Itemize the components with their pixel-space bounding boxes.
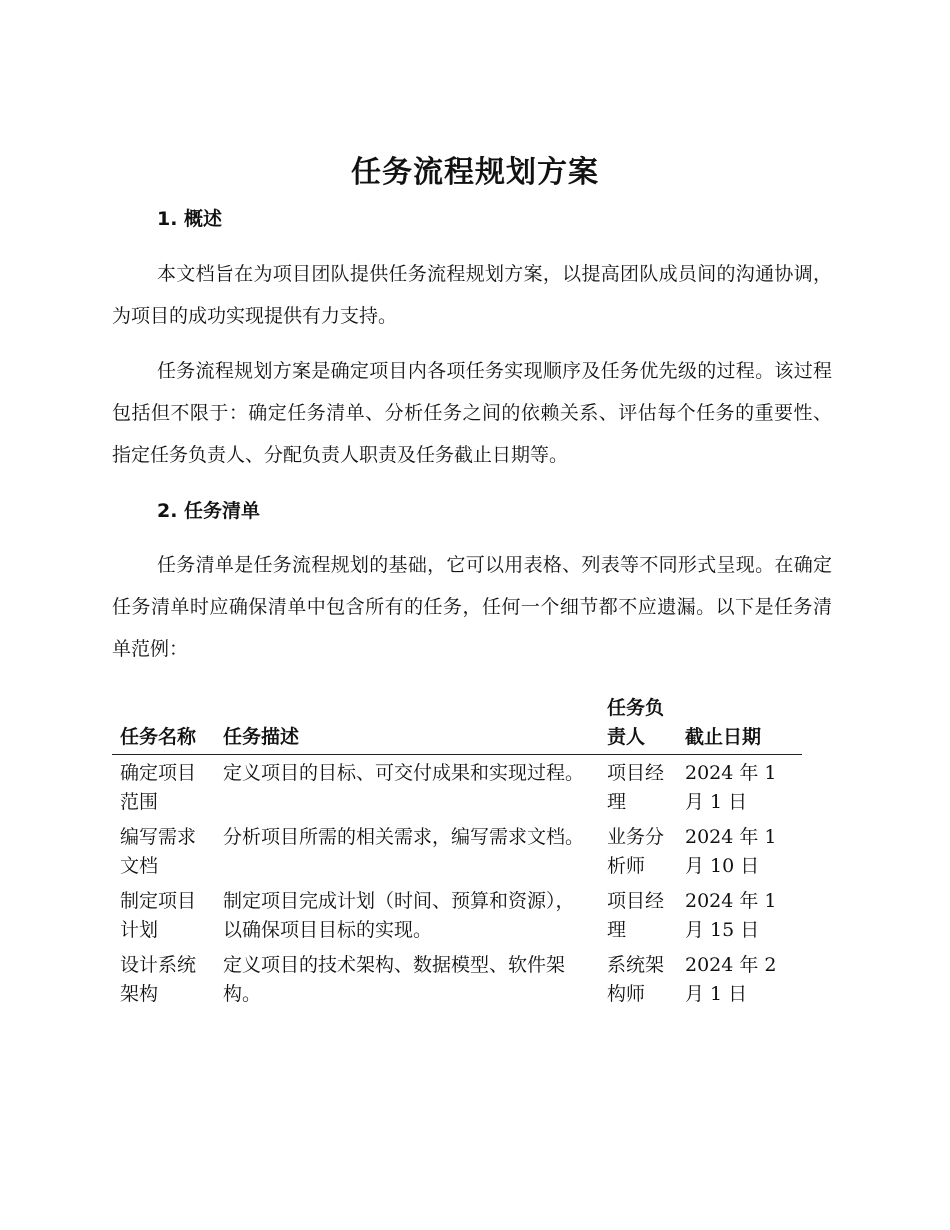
cell-task-name: 制定项目计划 xyxy=(120,890,197,941)
header-deadline: 截止日期 xyxy=(677,690,802,755)
section-heading-task-list: 2. 任务清单 xyxy=(157,500,261,522)
cell-deadline: 2024 年 1 月 15 日 xyxy=(685,890,777,941)
section-heading-overview: 1. 概述 xyxy=(157,208,223,230)
cell-deadline: 2024 年 1 月 1 日 xyxy=(685,762,777,813)
cell-task-name: 编写需求文档 xyxy=(120,826,197,877)
table-row xyxy=(112,755,802,820)
document-title: 任务流程规划方案 xyxy=(351,155,599,190)
header-task-name: 任务名称 xyxy=(112,690,215,755)
table-header-row xyxy=(112,690,802,755)
paragraph-task-list-1: 任务清单是任务流程规划的基础，它可以用表格、列表等不同形式呈现。在确定任务清单时应确保清单中包含所有的任务，任何一个细节都不应遗漏。以下是任务清单范例： xyxy=(112,554,832,660)
cell-task-name: 设计系统架构 xyxy=(120,954,197,1005)
cell-task-description: 定义项目的技术架构、数据模型、软件架构。 xyxy=(223,954,566,1005)
paragraph-overview-1: 本文档旨在为项目团队提供任务流程规划方案，以提高团队成员间的沟通协调，为项目的成功实现提供有力支持。 xyxy=(112,263,832,327)
cell-deadline: 2024 年 2 月 1 日 xyxy=(685,954,777,1005)
cell-task-owner: 项目经理 xyxy=(607,890,665,941)
table-row xyxy=(112,947,802,1011)
cell-task-description: 定义项目的目标、可交付成果和实现过程。 xyxy=(223,762,585,784)
cell-task-description: 分析项目所需的相关需求，编写需求文档。 xyxy=(223,826,585,848)
cell-task-owner: 业务分析师 xyxy=(607,826,665,877)
cell-task-owner: 项目经理 xyxy=(607,762,665,813)
cell-task-description: 制定项目完成计划（时间、预算和资源），以确保项目目标的实现。 xyxy=(223,890,575,941)
cell-task-owner: 系统架构师 xyxy=(607,954,665,1005)
header-task-description: 任务描述 xyxy=(215,690,599,755)
table-row xyxy=(112,819,802,883)
task-list-table xyxy=(112,690,802,1011)
cell-task-name: 确定项目范围 xyxy=(120,762,197,813)
cell-deadline: 2024 年 1 月 10 日 xyxy=(685,826,777,877)
header-task-owner: 任务负责人 xyxy=(599,690,677,755)
table-row xyxy=(112,883,802,947)
paragraph-overview-2: 任务流程规划方案是确定项目内各项任务实现顺序及任务优先级的过程。该过程包括但不限于：确定任务清单、分析任务之间的依赖关系、评估每个任务的重要性、指定任务负责人、分配负责人职责及任务截止日期等。 xyxy=(112,360,832,466)
